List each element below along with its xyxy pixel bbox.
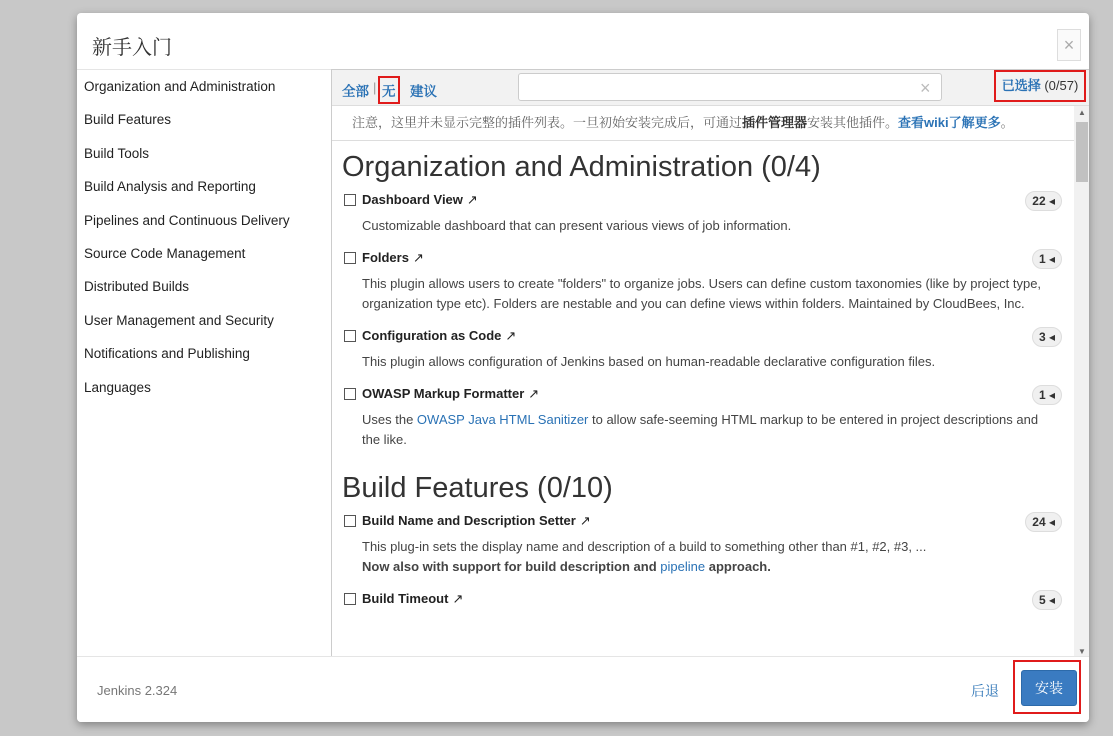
sidebar-item-organization-administration[interactable]: Organization and Administration [84,79,276,94]
notice-end: 。 [1000,115,1014,130]
selected-label: 已选择 [1001,78,1041,93]
external-link-icon[interactable]: ↗ [528,386,540,401]
dependency-count: 1 [1038,388,1046,402]
sidebar-item-notifications-publishing[interactable]: Notifications and Publishing [84,346,250,362]
sidebar-item-source-code-management[interactable]: Source Code Management [84,245,246,261]
wiki-link[interactable]: 查看wiki了解更多 [898,115,1001,130]
dependency-count: 22 [1032,194,1046,208]
install-button[interactable]: 安装 [1021,670,1077,706]
caret-left-icon: ◂ [1048,388,1055,402]
plugin-item [332,589,1074,621]
dependency-badge[interactable] [1025,191,1062,211]
sidebar-item-pipelines-cd[interactable]: Pipelines and Continuous Delivery [84,212,290,228]
notice-text: 注意，这里并未显示完整的插件列表。一旦初始安装完成后，可通过 [352,115,743,130]
desc-bold-text: approach. [705,559,771,574]
scroll-up-icon[interactable]: ▲ [1078,108,1086,117]
selected-count-toggle[interactable] [994,70,1086,102]
plugin-name[interactable]: Folders [362,250,409,265]
plugin-name[interactable]: Dashboard View [362,192,463,207]
sidebar-item-build-tools[interactable]: Build Tools [84,145,150,161]
desc-bold-text: Now also with support for build description and [362,559,661,574]
install-highlight [1013,660,1081,714]
owasp-sanitizer-link[interactable]: OWASP Java HTML Sanitizer [416,412,589,427]
plugin-checkbox[interactable] [344,388,356,400]
desc-text: Uses the [362,412,417,427]
dependency-count: 3 [1038,330,1046,344]
caret-left-icon: ◂ [1048,252,1055,266]
dependency-badge[interactable] [1032,327,1062,347]
plugin-checkbox[interactable] [344,194,356,206]
dialog-header [77,13,1089,69]
caret-left-icon: ◂ [1048,515,1055,529]
selected-count: (0/57) [1044,78,1079,93]
close-button[interactable]: × [1057,29,1081,61]
dependency-count: 24 [1032,515,1046,529]
plugin-description: This plugin allows users to create "folders" to organize jobs. Users can define custom taxonomies (like by project type, organization type etc). Folders are nestable and you can define views within folders. Maintained by CloudBees, Inc. [362,276,1042,311]
scroll-down-icon[interactable]: ▼ [1078,647,1086,656]
plugin-name[interactable]: Build Name and Description Setter [362,513,576,528]
plugin-checkbox[interactable] [344,330,356,342]
back-button[interactable]: 后退 [971,683,999,699]
plugin-description [362,410,1064,450]
plugin-list [332,141,1074,658]
plugin-item [332,384,1074,462]
toolbar-separator: | [373,80,377,95]
dependency-badge[interactable] [1025,512,1062,532]
jenkins-version: Jenkins 2.324 [97,683,178,698]
select-suggested-link[interactable]: 建议 [410,84,437,99]
dependency-count: 1 [1038,252,1046,266]
setup-dialog [77,13,1089,722]
plugin-checkbox[interactable] [344,252,356,264]
plugin-notice [332,106,1074,141]
dependency-badge[interactable] [1032,590,1062,610]
external-link-icon[interactable]: ↗ [579,513,591,528]
plugin-manager-text: 插件管理器 [742,115,808,130]
dialog-footer [77,656,1089,722]
section-title-build-features: Build Features (0/10) [342,472,613,504]
sidebar-item-languages[interactable]: Languages [84,379,151,395]
plugin-name[interactable]: Build Timeout [362,591,449,606]
sidebar-item-build-analysis-reporting[interactable]: Build Analysis and Reporting [84,179,256,195]
dependency-count: 5 [1038,593,1046,607]
plugin-checkbox[interactable] [344,593,356,605]
external-link-icon[interactable]: ↗ [505,328,517,343]
pipeline-link[interactable]: pipeline [660,559,706,574]
category-sidebar [77,69,331,658]
notice-text-2: 安装其他插件。 [807,115,899,130]
plugin-panel [331,69,1089,658]
plugin-name[interactable]: Configuration as Code [362,328,502,343]
scrollbar-thumb[interactable] [1076,122,1088,182]
plugin-checkbox[interactable] [344,515,356,527]
desc-text: This plug-in sets the display name and description of a build to something other than #1, #2, #3, ... [362,539,927,554]
dialog-title: 新手入门 [92,37,172,59]
sidebar-item-distributed-builds[interactable]: Distributed Builds [84,279,190,295]
plugin-description: This plugin allows configuration of Jenkins based on human-readable declarative configuration files. [362,354,936,369]
dependency-badge[interactable] [1032,249,1062,269]
external-link-icon[interactable]: ↗ [452,591,464,606]
sidebar-item-user-management-security[interactable]: User Management and Security [84,312,274,328]
plugin-search-input[interactable] [518,73,942,101]
select-all-link[interactable]: 全部 [342,84,369,99]
selection-toolbar [332,70,1089,106]
external-link-icon[interactable]: ↗ [412,250,424,265]
external-link-icon[interactable]: ↗ [466,192,478,207]
plugin-list-scrollbar[interactable] [1074,106,1089,658]
plugin-description: Customizable dashboard that can present various views of job information. [362,218,792,233]
sidebar-item-build-features[interactable]: Build Features [84,112,172,128]
select-none-link[interactable]: 无 [382,80,396,100]
clear-search-icon[interactable]: × [920,78,931,98]
caret-left-icon: ◂ [1048,330,1055,344]
desc-text: to allow safe-seeming HTML markup to be entered in project descriptions and the like. [362,412,1039,447]
plugin-name[interactable]: OWASP Markup Formatter [362,386,525,401]
plugin-description [362,537,1064,577]
plugin-item [332,511,1074,589]
plugin-item [332,326,1074,384]
caret-left-icon: ◂ [1048,194,1055,208]
section-title-organization: Organization and Administration (0/4) [342,151,821,183]
plugin-item [332,190,1074,248]
plugin-item [332,248,1074,326]
caret-left-icon: ◂ [1048,593,1055,607]
dependency-badge[interactable] [1032,385,1062,405]
